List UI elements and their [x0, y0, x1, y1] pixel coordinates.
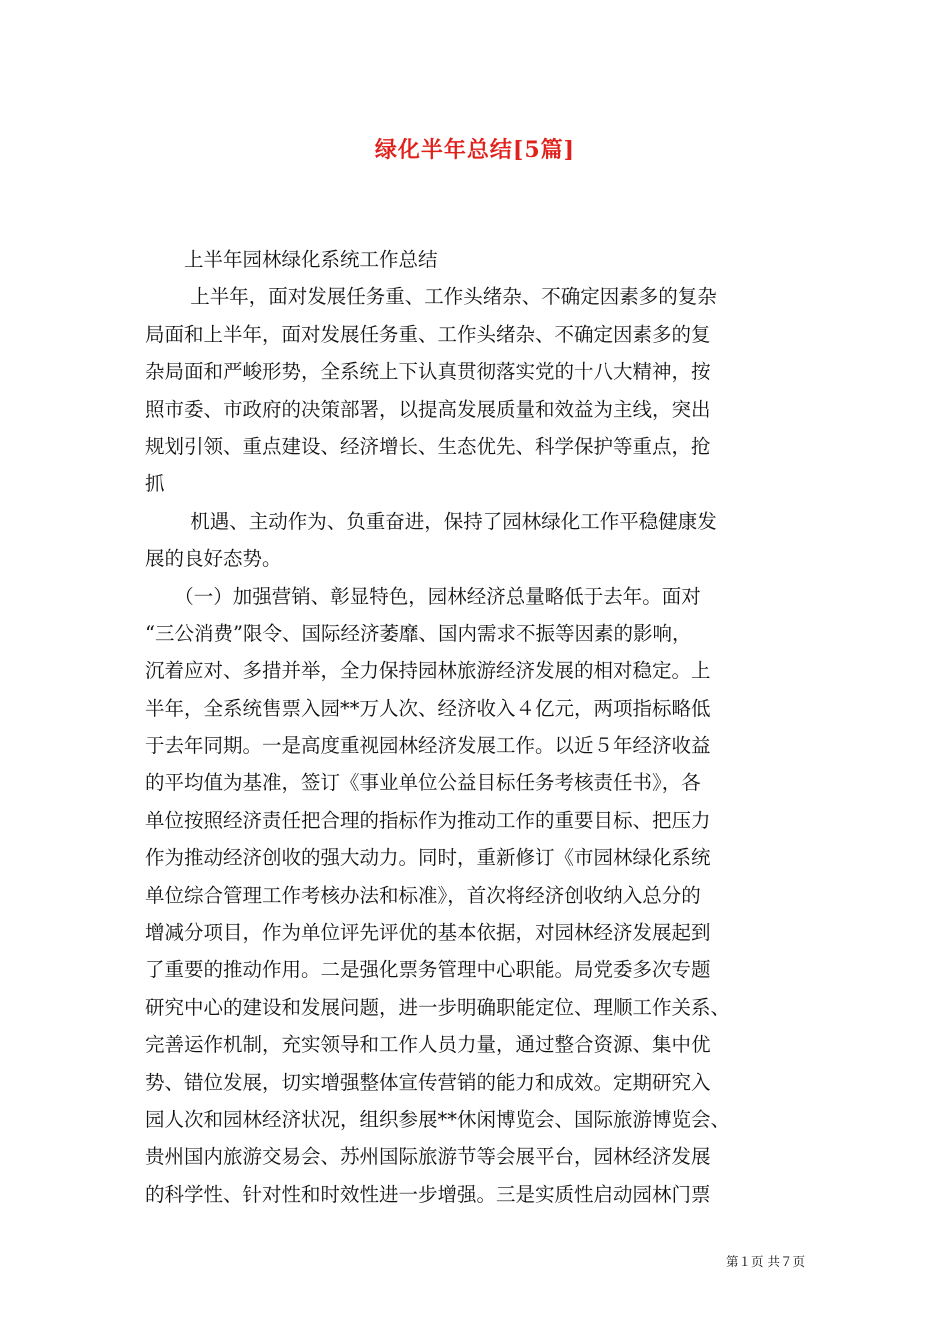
body-line: 机遇、主动作为、负重奋进，保持了园林绿化工作平稳健康发	[145, 509, 717, 533]
body-line: 势、错位发展，切实增强整体宣传营销的能力和成效。定期研究入	[145, 1070, 711, 1094]
body-line: 作为推动经济创收的强大动力。同时，重新修订《市园林绿化系统	[145, 846, 711, 870]
body-line: 沉着应对、多措并举，全力保持园林旅游经济发展的相对稳定。上	[145, 659, 711, 683]
body-line: 抓	[145, 472, 165, 496]
body-line: 的平均值为基准，签订《事业单位公益目标任务考核责任书》，各	[145, 771, 701, 795]
body-line: （一）加强营销、彰显特色，园林经济总量略低于去年。面对	[145, 584, 701, 608]
body-line: 研究中心的建设和发展问题，进一步明确职能定位、理顺工作关系、	[145, 995, 731, 1019]
body-line: 照市委、市政府的决策部署，以提高发展质量和效益为主线，突出	[145, 397, 711, 421]
body-line: 了重要的推动作用。二是强化票务管理中心职能。局党委多次专题	[145, 958, 711, 982]
body-line: 杂局面和严峻形势，全系统上下认真贯彻落实党的十八大精神，按	[145, 360, 711, 384]
body-line: 完善运作机制，充实领导和工作人员力量，通过整合资源、集中优	[145, 1033, 711, 1057]
body-line: 上半年园林绿化系统工作总结	[145, 248, 438, 271]
document-body	[145, 241, 815, 1213]
body-line: 上半年，面对发展任务重、工作头绪杂、不确定因素多的复杂	[145, 285, 717, 309]
body-line: 于去年同期。一是高度重视园林经济发展工作。以近５年经济收益	[145, 734, 711, 758]
body-line: 单位综合管理工作考核办法和标准》，首次将经济创收纳入总分的	[145, 883, 701, 907]
body-line: 单位按照经济责任把合理的指标作为推动工作的重要目标、把压力	[145, 808, 711, 832]
document-title: 绿化半年总结[5篇]	[374, 137, 576, 163]
body-line: 展的良好态势。	[145, 547, 282, 571]
body-line: 增减分项目，作为单位评先评优的基本依据，对园林经济发展起到	[145, 921, 711, 945]
page-number-footer: 第１页 共７页	[726, 1254, 805, 1269]
body-line: 局面和上半年，面对发展任务重、工作头绪杂、不确定因素多的复	[145, 322, 711, 346]
body-line: “三公消费”限令、国际经济萎靡、国内需求不振等因素的影响，	[145, 621, 692, 645]
body-line: 贵州国内旅游交易会、苏州国际旅游节等会展平台，园林经济发展	[145, 1145, 711, 1169]
body-line: 的科学性、针对性和时效性进一步增强。三是实质性启动园林门票	[145, 1182, 711, 1206]
body-line: 半年，全系统售票入园**万人次、经济收入４亿元，两项指标略低	[145, 696, 711, 720]
body-line: 园人次和园林经济状况，组织参展**休闲博览会、国际旅游博览会、	[145, 1107, 731, 1131]
body-line: 规划引领、重点建设、经济增长、生态优先、科学保护等重点，抢	[145, 434, 711, 458]
